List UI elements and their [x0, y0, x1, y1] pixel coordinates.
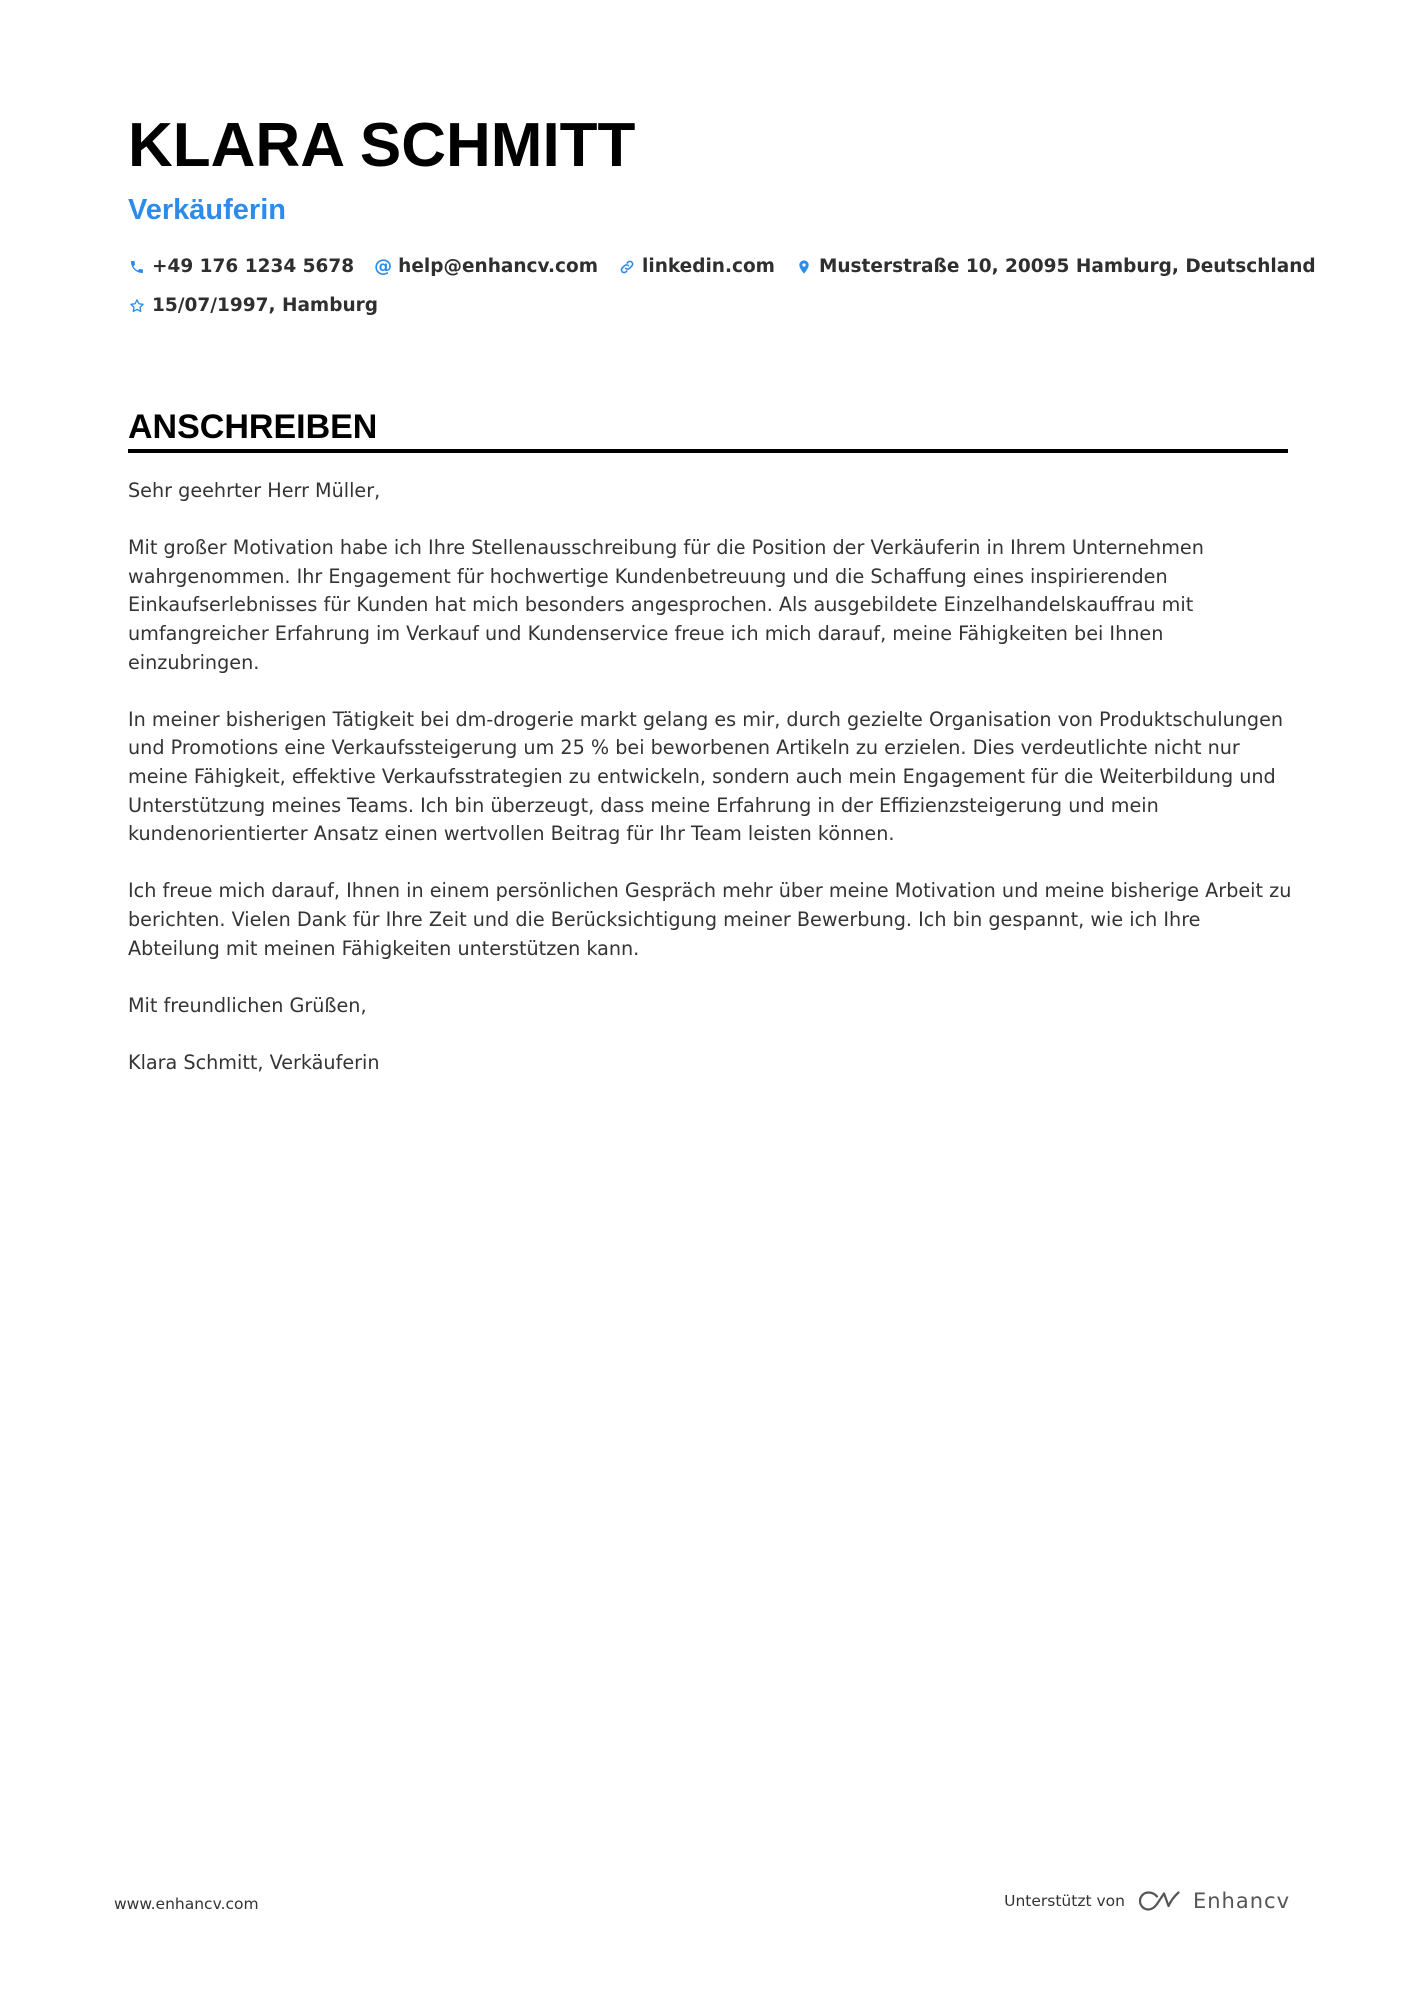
letter-paragraph-1: Mit großer Motivation habe ich Ihre Stellenausschreibung für die Position der Verkäuferin in Ihrem Unternehmen wahrgenommen. Ihr Engagement für hochwertige Kundenbetreuung und die Schaffung eines inspirierenden Einkaufserlebnisses für Kunden hat mich besonders angesprochen. Als ausgebildete Einzelhandelskauffrau mit umfangreicher Erfahrung im Verkauf und Kundenservice freue ich mich darauf, meine Fähigkeiten bei Ihnen einzubringen.: [128, 536, 1204, 674]
footer-brand: [1004, 1888, 1290, 1914]
letter-salutation: Sehr geehrter Herr Müller,: [128, 479, 381, 502]
letter-signature: Klara Schmitt, Verkäuferin: [128, 1050, 380, 1074]
email-address[interactable]: help@enhancv.com: [398, 256, 599, 277]
enhancv-logo-icon: [1137, 1888, 1183, 1914]
letter-body: [128, 477, 1298, 1106]
contact-phone: [128, 255, 354, 279]
contact-birth: [128, 294, 378, 318]
address-text: Musterstraße 10, 20095 Hamburg, Deutschland: [818, 256, 1316, 277]
section-title: ANSCHREIBEN: [128, 408, 378, 446]
letter-paragraph-3: Ich freue mich darauf, Ihnen in einem persönlichen Gespräch mehr über meine Motivation und meine bisherige Arbeit zu berichten. Vielen Dank für Ihre Zeit und die Berücksichtigung meiner Bewerbung. Ich bin gespannt, wie ich Ihre Abteilung mit meinen Fähigkeiten unterstützen kann.: [128, 879, 1292, 960]
brand-name: Enhancv: [1192, 1889, 1290, 1913]
section-divider: [128, 449, 1288, 453]
powered-by-text: Unterstützt von: [1004, 1892, 1125, 1910]
at-icon: @: [374, 256, 393, 277]
letter-closing: Mit freundlichen Grüßen,: [128, 993, 367, 1017]
letter-paragraph-2: In meiner bisherigen Tätigkeit bei dm-drogerie markt gelang es mir, durch gezielte Organisation von Produktschulungen und Promotions eine Verkaufssteigerung um 25 % bei beworbenen Artikeln zu erzielen. Dies verdeutlichte nicht nur meine Fähigkeit, effektive Verkaufsstrategien zu entwickeln, sondern auch mein Engagement für die Weiterbildung und Unterstützung meines Teams. Ich bin überzeugt, dass meine Erfahrung in der Effizienzsteigerung und mein kundenorientierter Ansatz einen wertvollen Beitrag für Ihr Team leisten können.: [128, 707, 1284, 846]
contact-email: [374, 255, 598, 279]
birth-info: 15/07/1997, Hamburg: [152, 295, 378, 316]
contact-row-secondary: [128, 294, 398, 318]
contact-row-primary: [128, 255, 1336, 279]
linkedin-link[interactable]: linkedin.com: [642, 256, 775, 277]
phone-number: +49 176 1234 5678: [152, 256, 355, 277]
star-icon: [128, 297, 146, 315]
link-icon: [618, 258, 636, 276]
contact-linkedin: [618, 255, 775, 279]
job-title: Verkäuferin: [128, 194, 286, 226]
candidate-name: KLARA SCHMITT: [128, 111, 636, 180]
location-pin-icon: [795, 258, 813, 276]
footer-url[interactable]: www.enhancv.com: [114, 1895, 259, 1913]
phone-icon: [128, 258, 146, 276]
contact-address: [795, 255, 1316, 279]
